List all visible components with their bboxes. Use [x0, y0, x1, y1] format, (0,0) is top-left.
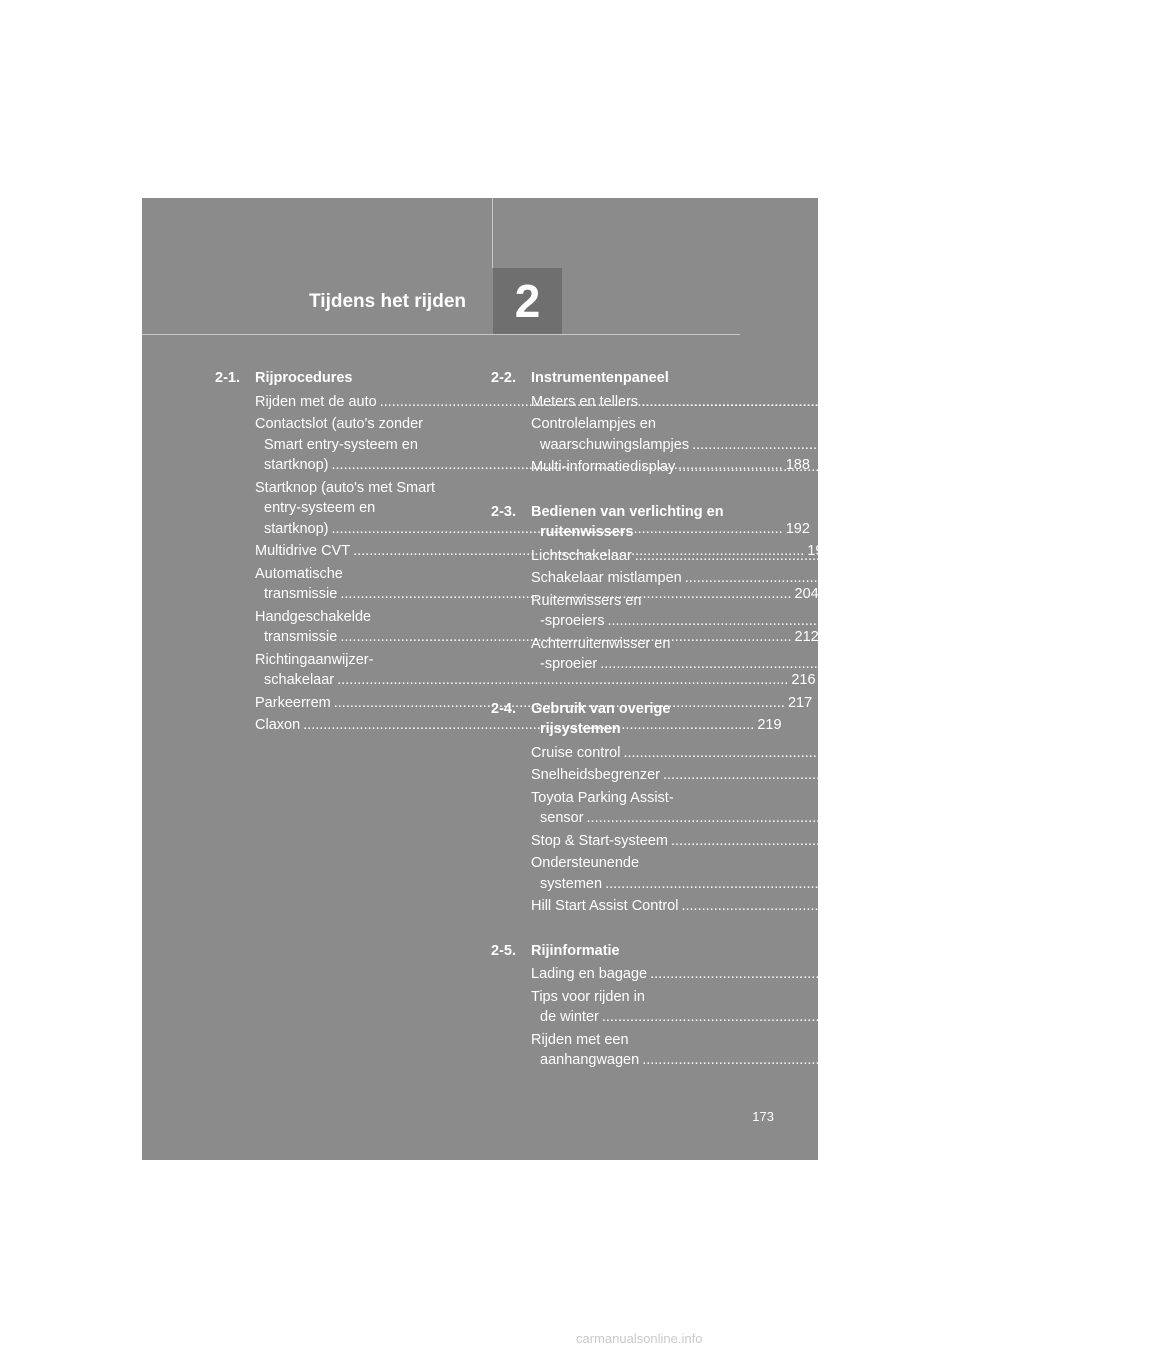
entry-text-line: waarschuwingslampjes: [540, 436, 690, 453]
section-heading: [491, 699, 740, 740]
leader-dots: [685, 568, 1136, 589]
entry-text-line: Lichtschakelaar: [531, 547, 632, 564]
entry-text-line: Parkeerrem: [255, 694, 331, 711]
toc-entry[interactable]: [531, 831, 1150, 852]
section-title-text: Instrumentenpaneel: [531, 370, 669, 386]
chapter-number-badge: [493, 268, 562, 334]
entry-page-number: 249: [1138, 570, 1164, 586]
entry-page-number: 279: [1059, 875, 1084, 892]
entry-page-number: 188: [785, 457, 810, 473]
entry-text-line: sensor: [540, 810, 584, 826]
toc-entry[interactable]: [531, 896, 1160, 917]
entry-page-number: 287: [1104, 966, 1129, 982]
entry-last-line: [531, 964, 1129, 985]
entry-text-line: Controlelampjes en: [531, 416, 656, 432]
entry-page-number: 192: [785, 520, 810, 537]
leader-dots: [678, 457, 1129, 478]
section-title: [531, 941, 740, 962]
section-title-text: Bedienen van verlichting en: [531, 503, 724, 520]
toc-entry[interactable]: [531, 743, 1102, 764]
entry-text-line: Smart entry-systeem en: [264, 436, 418, 453]
entry-text-line: Startknop (auto's met Smart: [255, 479, 436, 496]
section-number: 2-4.: [491, 700, 516, 717]
entry-last-line: [531, 831, 1150, 852]
entry-text-line: Cruise control: [531, 744, 621, 761]
entry-page-number: 256: [1054, 656, 1079, 672]
entry-page-number: 261: [1117, 767, 1142, 783]
section-entries: [491, 964, 1129, 1071]
leader-dots: [650, 964, 1101, 985]
toc-section: [491, 941, 1129, 1071]
section-number: 2-2.: [491, 370, 516, 386]
entry-text-line: transmissie: [264, 586, 338, 602]
entry-last-line: [531, 611, 1086, 632]
page-number: 173: [752, 1109, 774, 1124]
entry-last-line: [531, 896, 1160, 917]
section-title: [255, 368, 467, 389]
entry-page-number: 230: [1132, 459, 1157, 475]
entry-last-line: [531, 743, 1102, 764]
vertical-divider: [492, 198, 493, 268]
entry-text-line: Claxon: [255, 717, 301, 733]
entry-page-number: 250: [1061, 613, 1086, 629]
chapter-title: Tijdens het rijden: [309, 291, 466, 312]
entry-last-line: [531, 765, 1142, 786]
section-title-continuation: rijsystemen: [540, 721, 621, 737]
entry-page-number: 272: [1125, 832, 1150, 849]
entry-last-line: [531, 874, 1084, 895]
section-heading: [491, 368, 740, 389]
entry-text-line: Stop & Start-systeem: [531, 832, 668, 849]
entry-text-line: Contactslot (auto's zonder: [255, 416, 423, 432]
leader-dots: [692, 437, 1143, 453]
entry-text-line: Meters en tellers: [531, 393, 639, 410]
toc-entry[interactable]: [531, 414, 1171, 455]
entry-text-line: Snelheidsbegrenzer: [531, 767, 660, 783]
entry-text-line: Achterruitenwisser en: [531, 635, 671, 652]
leader-dots: [607, 613, 1058, 629]
entry-text-line: Automatische: [255, 565, 343, 582]
entry-text-line: Hill Start Assist Control: [531, 898, 679, 914]
entry-page-number: 224: [1146, 436, 1171, 453]
entry-text-line: Multi-informatiedisplay: [531, 459, 676, 475]
section-title-text: Rijprocedures: [255, 370, 353, 386]
section-heading: [491, 941, 740, 962]
leader-dots: [642, 1052, 1093, 1068]
entry-page-number: 198: [807, 543, 832, 559]
leader-dots: [623, 743, 1074, 764]
leader-dots: [600, 656, 1051, 672]
leader-dots: [641, 392, 1092, 413]
entry-text-line: schakelaar: [264, 672, 335, 688]
entry-page-number: 264: [1040, 810, 1065, 826]
entry-last-line: [255, 670, 816, 691]
toc-entry[interactable]: [531, 1030, 1121, 1071]
toc-entry[interactable]: [531, 964, 1129, 985]
entry-page-number: 285: [1135, 898, 1160, 914]
section-title-text: Rijinformatie: [531, 942, 620, 959]
leader-dots: [671, 831, 1122, 852]
entry-last-line: [531, 1050, 1121, 1071]
section-title: [531, 699, 740, 740]
entry-text-line: Multidrive CVT: [255, 543, 351, 559]
toc-entry[interactable]: [531, 853, 1084, 894]
entry-last-line: [531, 435, 1171, 456]
section-title: [531, 368, 740, 389]
section-number: 2-5.: [491, 942, 516, 959]
entry-text-line: entry-systeem en: [264, 500, 376, 516]
section-title-continuation: ruitenwissers: [540, 524, 634, 540]
entry-text-line: startknop): [264, 520, 329, 537]
toc-entry[interactable]: [531, 987, 1081, 1028]
entry-page-number: 204: [794, 586, 819, 602]
toc-entry[interactable]: [531, 568, 1164, 589]
entry-text-line: transmissie: [264, 629, 338, 645]
entry-text-line: Handgeschakelde: [255, 608, 372, 625]
entry-text-line: Lading en bagage: [531, 966, 648, 982]
section-title: [531, 502, 740, 543]
entry-page-number: 220: [1095, 393, 1120, 410]
entry-text-line: de winter: [540, 1009, 599, 1025]
section-entries: [491, 743, 1160, 917]
entry-page-number: 217: [787, 694, 813, 711]
leader-dots: [602, 1009, 1053, 1025]
entry-text-line: Tips voor rijden in: [531, 988, 645, 1005]
entry-page-number: 219: [757, 717, 782, 733]
entry-text-line: Richtingaanwijzer-: [255, 651, 374, 668]
header-rule: [142, 334, 740, 335]
entry-text-line: Ondersteunende: [531, 855, 640, 871]
leader-dots: [681, 896, 1132, 917]
leader-dots: [663, 765, 1114, 786]
entry-page-number: 242: [1088, 547, 1114, 564]
entry-text-line: -sproeiers: [540, 613, 605, 629]
entry-page-number: 257: [1077, 744, 1102, 761]
entry-page-number: 290: [1056, 1009, 1081, 1025]
entry-page-number: 174: [833, 393, 859, 410]
section-title-text: Gebruik van overige: [531, 700, 671, 717]
entry-text-line: systemen: [540, 875, 603, 892]
section-number: 2-1.: [215, 370, 240, 386]
entry-last-line: [531, 1007, 1081, 1028]
chapter-number: 2: [514, 275, 541, 327]
entry-text-line: Rijden met de auto: [255, 393, 377, 410]
leader-dots: [605, 876, 1056, 892]
leader-dots: [635, 546, 1086, 567]
section-heading: [491, 502, 740, 543]
entry-page-number: 216: [791, 672, 816, 688]
entry-last-line: [531, 808, 1065, 829]
entry-page-number: 212: [794, 629, 819, 645]
toc-entry[interactable]: [531, 788, 1065, 829]
entry-text-line: Schakelaar mistlampen: [531, 570, 682, 586]
entry-last-line: [531, 568, 1164, 589]
section-heading: [215, 368, 467, 389]
entry-last-line: [531, 654, 1079, 675]
entry-text-line: aanhangwagen: [540, 1052, 640, 1068]
entry-text-line: Ruitenwissers en: [531, 592, 642, 609]
entry-text-line: Toyota Parking Assist-: [531, 789, 674, 806]
entry-text-line: -sproeier: [540, 656, 598, 672]
section-number: 2-3.: [491, 503, 516, 520]
entry-text-line: Rijden met een: [531, 1031, 629, 1048]
entry-page-number: 295: [1096, 1052, 1121, 1068]
entry-text-line: startknop): [264, 457, 329, 473]
leader-dots: [587, 810, 1038, 826]
toc-entry[interactable]: [531, 765, 1142, 786]
watermark: carmanualsonline.info: [576, 1331, 703, 1346]
